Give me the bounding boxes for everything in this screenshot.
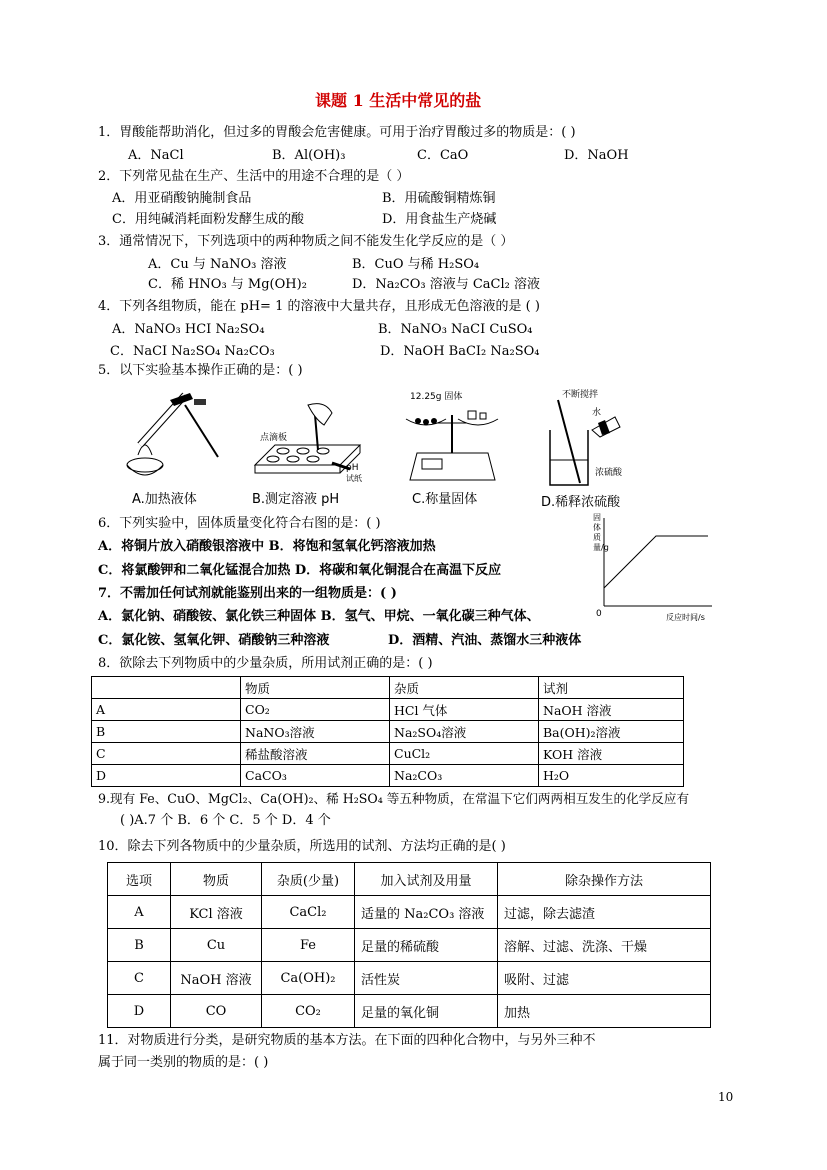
q1-stem: 1．胃酸能帮助消化，但过多的胃酸会危害健康。可用于治疗胃酸过多的物质是：( ) — [98, 125, 576, 140]
table-cell: Na₂CO₃ — [390, 765, 539, 787]
q2-option-b: B．用硫酸铜精炼铜 — [382, 191, 496, 206]
label-dropper-plate: 点滴板 — [260, 433, 288, 443]
q2-option-a: A．用亚硝酸钠腌制食品 — [112, 191, 252, 206]
table-cell: CaCl₂ — [262, 896, 355, 929]
q5-option-a: A.加热液体 — [132, 492, 197, 507]
q10-stem: 10．除去下列各物质中的少量杂质，所选用的试剂、方法均正确的是( ) — [98, 839, 506, 854]
q9-stem: 9.现有 Fe、CuO、MgCl₂、Ca(OH)₂、稀 H₂SO₄ 等五种物质，在常温下它们两两相互发生的化学反应有 — [98, 791, 690, 806]
table-cell: CO — [171, 995, 262, 1028]
table-cell: D — [92, 765, 241, 787]
q7-option-d: D．酒精、汽油、蒸馏水三种液体 — [388, 633, 582, 648]
q6-stem: 6．下列实验中，固体质量变化符合右图的是：( ) — [98, 516, 381, 531]
table-cell: 吸附、过滤 — [498, 962, 711, 995]
q2-stem: 2．下列常见盐在生产、生活中的用途不合理的是（ ） — [98, 169, 410, 184]
table-cell: 足量的稀硫酸 — [355, 929, 498, 962]
table-row — [92, 765, 684, 787]
q3-option-a: A．Cu 与 NaNO₃ 溶液 — [148, 257, 287, 272]
table-cell: 除杂操作方法 — [498, 863, 711, 896]
table-row — [92, 699, 684, 721]
q11-line2: 属于同一类别的物质的是：( ) — [98, 1055, 269, 1070]
q3-stem: 3．通常情况下，下列选项中的两种物质之间不能发生化学反应的是（ ） — [98, 234, 514, 249]
q6-options-ab: A．将铜片放入硝酸银溶液中 B．将饱和氢氧化钙溶液加热 — [98, 539, 436, 554]
table-cell: Fe — [262, 929, 355, 962]
q3-option-c: C．稀 HNO₃ 与 Mg(OH)₂ — [148, 277, 307, 292]
table-cell: 物质 — [171, 863, 262, 896]
q7-options-ab: A．氯化钠、硝酸铵、氯化铁三种固体 B．氢气、甲烷、一氧化碳三种气体、 — [98, 609, 540, 624]
q4-option-c: C．NaCI Na₂SO₄ Na₂CO₃ — [110, 344, 275, 359]
table-cell: Ba(OH)₂溶液 — [539, 721, 684, 743]
table-row — [108, 929, 711, 962]
table-cell: Na₂SO₄溶液 — [390, 721, 539, 743]
table-cell: CaCO₃ — [241, 765, 390, 787]
table-cell: NaNO₃溶液 — [241, 721, 390, 743]
label-water: 水 — [592, 408, 602, 418]
q4-option-a: A．NaNO₃ HCI Na₂SO₄ — [112, 322, 265, 337]
table-cell: NaOH 溶液 — [171, 962, 262, 995]
q5-option-b: B.测定溶液 pH — [252, 492, 340, 507]
graph-series-line — [604, 536, 708, 588]
table-cell: KOH 溶液 — [539, 743, 684, 765]
page-title: 课题 1 生活中常见的盐 — [315, 91, 482, 110]
label-test-paper: 试纸 — [346, 474, 362, 483]
table-cell: 试剂 — [539, 677, 684, 699]
table-cell: A — [92, 699, 241, 721]
label-conc-acid: 浓硫酸 — [595, 468, 623, 478]
table-cell: 杂质(少量) — [262, 863, 355, 896]
table-cell: Cu — [171, 929, 262, 962]
table-cell: D — [108, 995, 171, 1028]
table-cell: H₂O — [539, 765, 684, 787]
table-cell: NaOH 溶液 — [539, 699, 684, 721]
table-cell: 稀盐酸溶液 — [241, 743, 390, 765]
table-header-row — [92, 677, 684, 699]
table-cell: KCl 溶液 — [171, 896, 262, 929]
q6-mass-time-graph — [590, 512, 720, 624]
q10-table — [107, 862, 711, 1028]
q8-table — [91, 676, 684, 787]
q4-option-d: D．NaOH BaCI₂ Na₂SO₄ — [380, 344, 540, 359]
table-cell: HCl 气体 — [390, 699, 539, 721]
q4-option-b: B．NaNO₃ NaCI CuSO₄ — [378, 322, 533, 337]
table-cell: 物质 — [241, 677, 390, 699]
table-row — [108, 896, 711, 929]
q5-option-c: C.称量固体 — [412, 492, 478, 507]
q9-options: ( )A.7 个 B．6 个 C．5 个 D．4 个 — [120, 813, 331, 828]
graph-x-label: 反应时间/s — [666, 613, 705, 622]
graph-origin: 0 — [596, 609, 602, 619]
table-cell: 足量的氧化铜 — [355, 995, 498, 1028]
table-cell — [92, 677, 241, 699]
label-ph: pH — [346, 463, 359, 473]
q3-option-d: D．Na₂CO₃ 溶液与 CaCl₂ 溶液 — [352, 277, 540, 292]
table-cell: 加入试剂及用量 — [355, 863, 498, 896]
table-cell: B — [108, 929, 171, 962]
q1-option-b: B．Al(OH)₃ — [272, 148, 346, 163]
q2-option-d: D．用食盐生产烧碱 — [382, 212, 497, 227]
q7-option-c: C．氯化铵、氢氧化钾、硝酸钠三种溶液 — [98, 633, 330, 648]
table-cell: A — [108, 896, 171, 929]
q1-option-d: D．NaOH — [564, 148, 629, 163]
q7-stem: 7．不需加任何试剂就能鉴别出来的一组物质是：( ) — [98, 586, 397, 601]
table-header-row — [108, 863, 711, 896]
balance-figure — [406, 390, 498, 480]
q1-option-c: C．CaO — [417, 148, 469, 163]
table-cell: CuCl₂ — [390, 743, 539, 765]
table-cell: 适量的 Na₂CO₃ 溶液 — [355, 896, 498, 929]
q11-line1: 11．对物质进行分类，是研究物质的基本方法。在下面的四种化合物中，与另外三种不 — [98, 1033, 596, 1048]
table-cell: B — [92, 721, 241, 743]
q5-stem: 5．以下实验基本操作正确的是：( ) — [98, 363, 303, 378]
q5-option-d: D.稀释浓硫酸 — [541, 495, 621, 510]
table-cell: 溶解、过滤、洗涤、干燥 — [498, 929, 711, 962]
table-cell: 活性炭 — [355, 962, 498, 995]
q3-option-b: B．CuO 与稀 H₂SO₄ — [352, 257, 480, 272]
diluting-acid-figure — [550, 388, 623, 485]
table-cell: 杂质 — [390, 677, 539, 699]
table-row — [92, 743, 684, 765]
table-cell: CO₂ — [241, 699, 390, 721]
table-row — [108, 962, 711, 995]
table-cell: C — [108, 962, 171, 995]
q6-options-cd: C．将氯酸钾和二氧化锰混合加热 D．将碳和氧化铜混合在高温下反应 — [98, 563, 502, 578]
ph-test-figure — [255, 404, 362, 483]
table-row — [108, 995, 711, 1028]
table-cell: C — [92, 743, 241, 765]
page-number: 10 — [718, 1090, 734, 1104]
q1-option-a: A．NaCl — [128, 148, 184, 163]
table-cell: Ca(OH)₂ — [262, 962, 355, 995]
label-solid-mass: 12.25g 固体 — [410, 392, 463, 402]
graph-y-label: 固体质量/g — [593, 513, 609, 552]
q4-stem: 4．下列各组物质，能在 pH= 1 的溶液中大量共存，且形成无色溶液的是 ( ) — [98, 299, 540, 314]
label-stir: 不断搅拌 — [562, 390, 599, 400]
heating-apparatus-figure — [127, 393, 218, 475]
table-cell: 选项 — [108, 863, 171, 896]
table-cell: 加热 — [498, 995, 711, 1028]
table-cell: 过滤，除去滤渣 — [498, 896, 711, 929]
q5-apparatus-figures — [110, 385, 650, 495]
q8-stem: 8．欲除去下列物质中的少量杂质，所用试剂正确的是：( ) — [98, 656, 433, 671]
q2-option-c: C．用纯碱消耗面粉发酵生成的酸 — [112, 212, 304, 227]
table-row — [92, 721, 684, 743]
table-cell: CO₂ — [262, 995, 355, 1028]
